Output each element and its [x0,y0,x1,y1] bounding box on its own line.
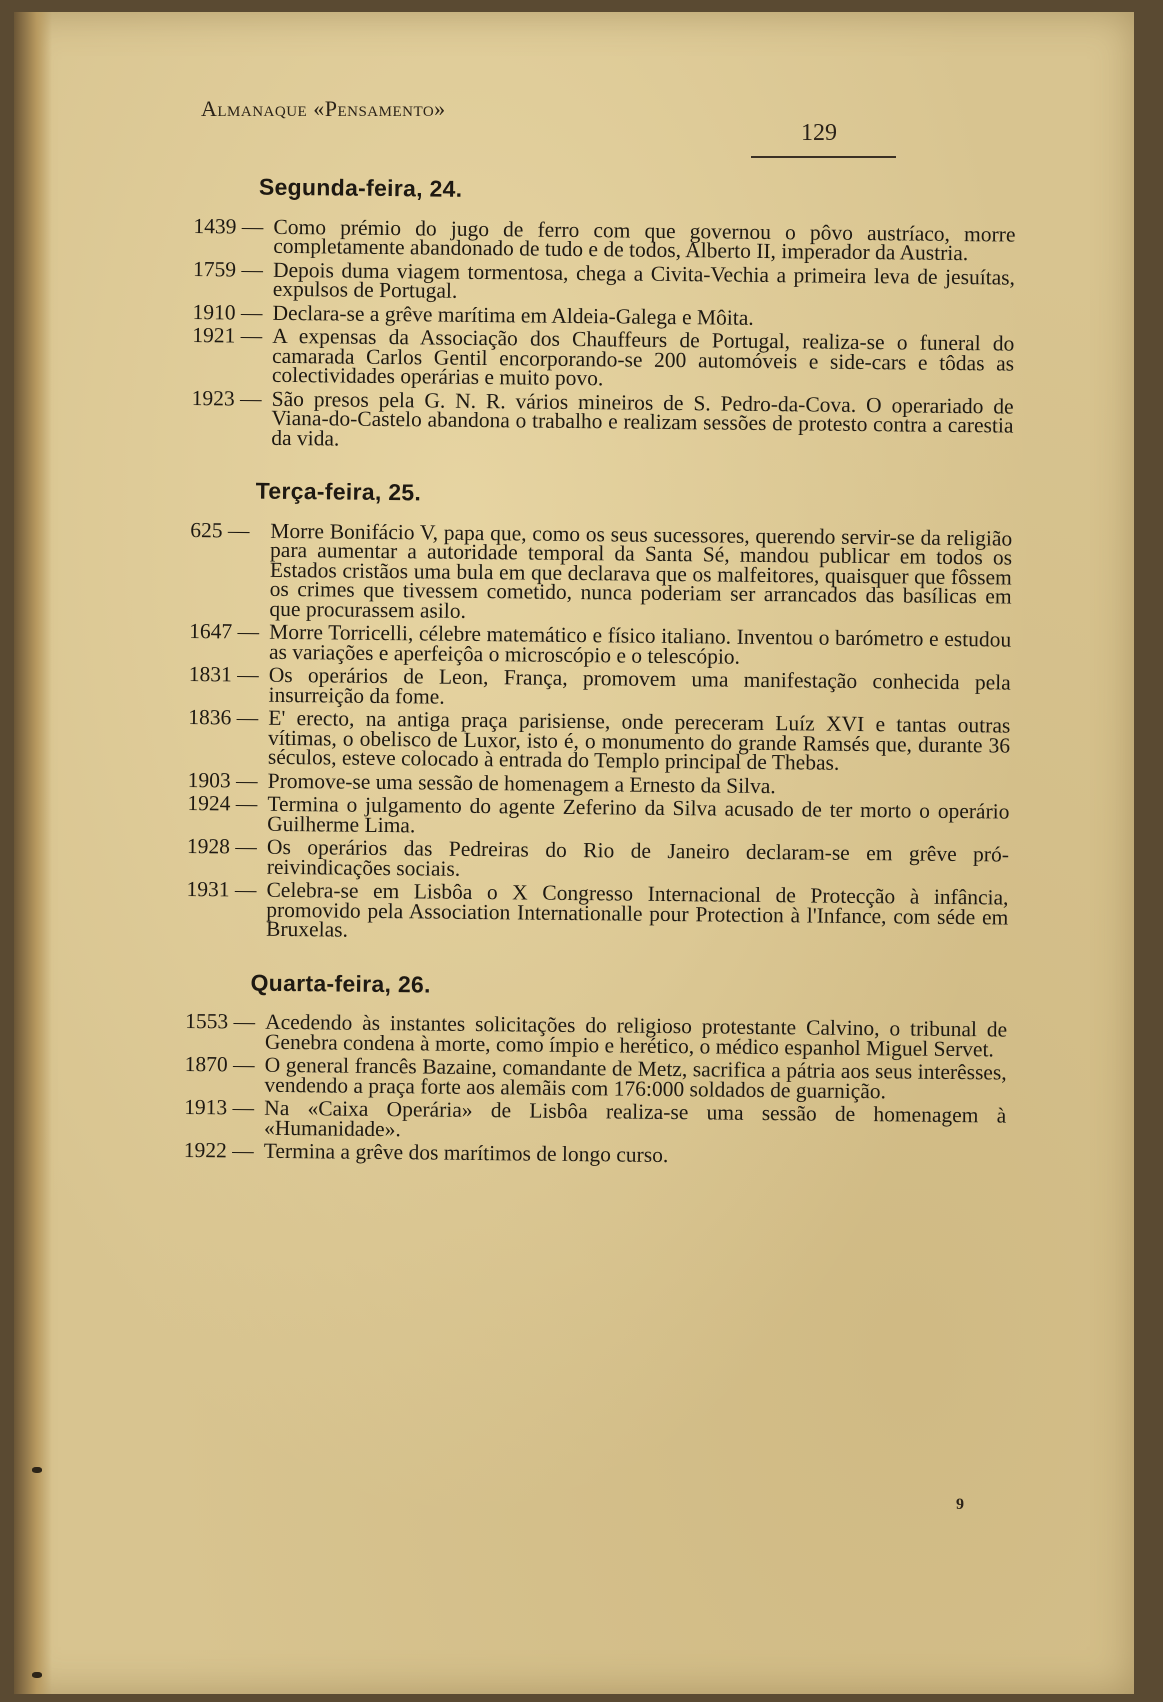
almanac-entry [189,517,1013,626]
header-rule [751,156,896,158]
signature-mark: 9 [956,1496,964,1513]
almanac-entry [193,213,1016,266]
almanac-entry [191,385,1014,455]
entry-text: Os operários das Pedreiras do Rio de Janeiro declaram-se em grêve pró-reivindicações sociais. [266,834,1010,881]
entry-year: 1439 — [193,213,264,239]
entry-text: E' erecto, na antiga praça parisiense, onde pereceram Luíz XVI e tantas outras vítimas, o obelisco de Luxor, isto é, o monumento do grande Ramsés que, durante 36 séculos, esteve colocado à entrada do Templo principal de Thebas. [267,705,1011,775]
entry-year: 1870 — [184,1051,255,1077]
entry-year: 1921 — [192,322,263,348]
entry-year: 1913 — [184,1094,255,1120]
day-heading: Segunda-feira, 24. [258,173,463,202]
entry-text: Morre Bonifácio V, papa que, como os seus sucessores, querendo servir-se da religião para aumentar a autoridade temporal da Santa Sé, mandou publicar em todos os Estados cristãos uma bula em que declarava que os malfeitores, quaisquer que fôssem os crimes que tivessem cometido, nunca poderiam ser arrancados das basílicas em que procurassem asilo. [269,518,1013,623]
entry-text: Como prémio do jugo de ferro com que governou o pôvo austríaco, morre completamente abandonado de tudo e de todos, Alberto II, imperador da Austria. [273,214,1016,266]
entry-text: São presos pela G. N. R. vários mineiros de S. Pedro-da-Cova. O operariado de Viana-do-Castelo abandona o trabalho e realizam sessões de protesto contra a carestia da vida. [271,386,1014,451]
entry-year: 1922 — [183,1137,254,1163]
page-binding-edge [14,12,52,1694]
running-title: Almanaque «Pensamento» [201,96,446,121]
entry-year: 1759 — [192,256,264,282]
page-number: 129 [801,120,837,146]
entry-year: 1553 — [185,1008,256,1034]
entry-year: 625 — [190,517,250,543]
almanac-entry [186,876,1009,947]
entry-text: Os operários de Leon, França, promovem uma manifestação conhecida pela insurreição da fome. [268,662,1011,709]
book-page [14,12,1134,1694]
day-heading: Terça-feira, 25. [255,477,422,506]
binding-hole [32,1467,42,1473]
entry-year: 1831 — [188,661,259,687]
entry-text: Depois duma viagem tormentosa, chega a Civita-Vechia a primeira leva de jesuítas, expulsos de Portugal. [272,257,1016,303]
entry-year: 1910 — [192,299,263,325]
almanac-entry [183,1137,1006,1169]
almanac-entry [192,322,1015,393]
entry-year: 1928 — [186,833,257,859]
entry-text: Morre Torricelli, célebre matemático e físico italiano. Inventou o barómetro e estudou as variações e aperfeiçôa o microscópio e o telescópio. [268,619,1012,669]
binding-hole [32,1672,42,1678]
entry-text: Declara-se a grêve marítima em Aldeia-Galega e Môita. [272,300,754,330]
entry-text: Na «Caixa Operária» de Lisbôa realiza-se uma sessão de homenagem à «Humanidade». [263,1095,1007,1141]
entry-year: 1923 — [191,385,262,411]
almanac-entry [192,256,1016,307]
entry-text: Termina a grêve dos marítimos de longo curso. [263,1138,669,1168]
entry-text: Celebra-se em Lisbôa o X Congresso Internacional de Protecção à infância, promovido pela Association Internationalle pour Protection à l'Infance, com séde em Bruxelas. [266,877,1009,942]
entry-year: 1903 — [187,767,258,793]
entry-text: Acedendo às instantes solicitações do religioso protestante Calvino, o tribunal de Genebra condena à morte, como ímpio e herético, o médico espanhol Miguel Servet. [264,1009,1008,1061]
almanac-entry [188,704,1011,775]
entry-year: 1931 — [186,876,257,902]
entry-year: 1924 — [187,790,258,816]
entry-year: 1647 — [189,618,260,644]
almanac-content [183,173,1016,1173]
entry-text: Promove-se uma sessão de homenagem a Ernesto da Silva. [267,768,776,798]
entry-text: Termina o julgamento do agente Zeferino da Silva acusado de ter morto o operário Guilherme Lima. [267,791,1010,837]
entry-text: O general francês Bazaine, comandante de Metz, sacrifica a pátria aos seus interêsses, vendendo a praça forte aos alemãis com 176:000 soldados de guarnição. [264,1052,1007,1103]
page-header [189,90,959,146]
entry-year: 1836 — [188,704,259,730]
entry-text: A expensas da Associação dos Chauffeurs de Portugal, realiza-se o funeral do camarada Carlos Gentil encorporando-se 200 automóveis e side-cars e tôdas as colectividades operárias e muito povo. [271,323,1015,391]
day-heading: Quarta-feira, 26. [250,969,431,998]
